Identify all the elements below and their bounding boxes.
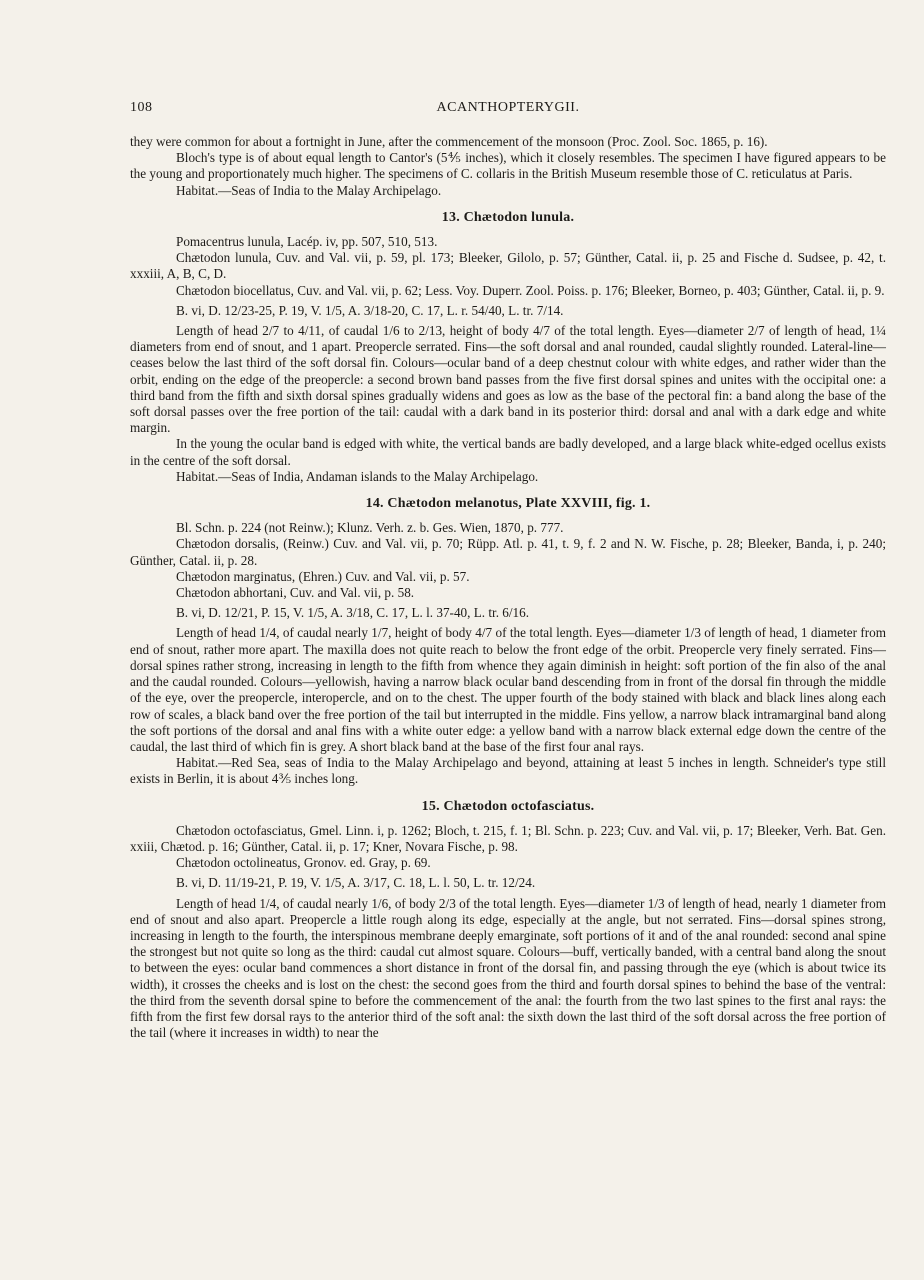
synonym-entry: Chætodon lunula, Cuv. and Val. vii, p. 59, pl. 173; Bleeker, Gilolo, p. 57; Günther, Catal. ii, p. 25 and Fische d. Sudsee, p. 42, t. xxxiii, A, B, C, D.	[130, 250, 886, 282]
fin-formula: B. vi, D. 11/19-21, P. 19, V. 1/5, A. 3/17, C. 18, L. l. 50, L. tr. 12/24.	[176, 875, 536, 891]
page-content	[130, 134, 886, 1041]
continuation-paragraph: Bloch's type is of about equal length to Cantor's (5⅘ inches), which it closely resembles. The specimen I have figured appears to be the young and proportionately much higher. The specimens of C. collaris in the British Museum resemble those of C. reticulatus at Paris.	[130, 150, 886, 182]
running-title: ACANTHOPTERYGII.	[436, 100, 580, 115]
species-heading: 15. Chætodon octofasciatus.	[421, 798, 595, 814]
page-number: 108	[130, 100, 153, 115]
synonym-entry: Chætodon biocellatus, Cuv. and Val. vii, p. 62; Less. Voy. Duperr. Zool. Poiss. p. 176; Bleeker, Borneo, p. 403; Günther, Catal. ii, p. 9.	[176, 282, 885, 298]
synonym-entry: Chætodon abhortani, Cuv. and Val. vii, p. 58.	[176, 585, 415, 601]
description-paragraph: Length of head 2/7 to 4/11, of caudal 1/6 to 2/13, height of body 4/7 of the total length. Eyes—diameter 2/7 of length of head, 1¼ diameters from end of snout, and 1 apart. Preopercle serrated. Fins—the soft dorsal and anal rounded, caudal slightly rounded. Lateral-line—ceases below the last third of the soft dorsal fin. Colours—ocular band of a deep chestnut colour with white edges, and rather wider than the orbit, ending on the edge of the preopercle: a second brown band passes from the five first dorsal spines and unites with the occipital one: a third band from the fifth and sixth dorsal spines gradually widens and goes as low as the base of the pectoral fin: a band along the base of the soft dorsal passes over the free portion of the tail: caudal with a dark band in its posterior third: dorsal and anal with a dark edge and white margin.	[130, 323, 886, 436]
fin-formula: B. vi, D. 12/23-25, P. 19, V. 1/5, A. 3/18-20, C. 17, L. r. 54/40, L. tr. 7/14.	[176, 302, 564, 318]
running-head	[130, 100, 886, 122]
description-paragraph: In the young the ocular band is edged with white, the vertical bands are badly developed, and a large black white-edged ocellus exists in the centre of the soft dorsal.	[130, 436, 886, 468]
synonym-entry: Pomacentrus lunula, Lacép. iv, pp. 507, 510, 513.	[176, 234, 438, 250]
fin-formula: B. vi, D. 12/21, P. 15, V. 1/5, A. 3/18, C. 17, L. l. 37-40, L. tr. 6/16.	[176, 605, 530, 621]
species-heading: 13. Chætodon lunula.	[441, 209, 575, 225]
synonym-entry: Chætodon marginatus, (Ehren.) Cuv. and Val. vii, p. 57.	[176, 568, 470, 584]
description-paragraph: Length of head 1/4, of caudal nearly 1/7, height of body 4/7 of the total length. Eyes—diameter 1/3 of length of head, 1 diameter from end of snout, rather more apart. The maxilla does not quite reach to below the front edge of the orbit. Preopercle very finely serrated. Fins—dorsal spines rather strong, increasing in length to the fifth from whence they again diminish in height: soft portion of the fin also of the anal and the caudal rounded. Colours—yellowish, having a narrow black ocular band descending from in front of the dorsal fin through the middle of the eye, over the preopercle, interopercle, and on to the chest. The upper fourth of the body stained with black and black lines along each row of scales, a black band over the free portion of the tail but interrupted in the middle. Fins yellow, a narrow black intramarginal band along the soft portions of the dorsal and anal fins with a white outer edge: a yellow band with a narrow black external edge down the centre of the caudal, the last third of which fin is grey. A short black band at the base of the first four anal rays.	[130, 625, 886, 754]
habitat-paragraph: Habitat.—Seas of India, Andaman islands to the Malay Archipelago.	[176, 468, 539, 484]
synonym-entry: Chætodon octolineatus, Gronov. ed. Gray, p. 69.	[176, 855, 431, 871]
species-heading: 14. Chætodon melanotus, Plate XXVIII, fig. 1.	[365, 496, 651, 512]
habitat-paragraph: Habitat.—Red Sea, seas of India to the Malay Archipelago and beyond, attaining at least 5 inches in length. Schneider's type still exists in Berlin, it is about 4⅗ inches long.	[130, 755, 886, 787]
synonym-entry: Bl. Schn. p. 224 (not Reinw.); Klunz. Verh. z. b. Ges. Wien, 1870, p. 777.	[176, 520, 564, 536]
continuation-paragraph: they were common for about a fortnight in June, after the commencement of the monsoon (Proc. Zool. Soc. 1865, p. 16).	[130, 134, 768, 149]
synonym-entry: Chætodon dorsalis, (Reinw.) Cuv. and Val. vii, p. 70; Rüpp. Atl. p. 41, t. 9, f. 2 and N. W. Fische, p. 28; Bleeker, Banda, i, p. 240; Günther, Catal. ii, p. 28.	[130, 536, 886, 568]
habitat-paragraph: Habitat.—Seas of India to the Malay Archipelago.	[176, 182, 442, 198]
description-paragraph: Length of head 1/4, of caudal nearly 1/6, of body 2/3 of the total length. Eyes—diameter 1/3 of length of head, nearly 1 diameter from end of snout and also apart. Preopercle a little rough along its edge, especially at the angle, but not serrated. Fins—dorsal spines strong, increasing in length to the fourth, the interspinous membrane deeply emarginate, soft portions of it and of the anal rounded: second anal spine the strongest but not quite so long as the third: caudal cut almost square. Colours—buff, vertically banded, with a central band along the snout to between the eyes: ocular band commences a short distance in front of the dorsal fin, and passing through the eye (which is about twice its width), it crosses the cheeks and is lost on the chest: the second goes from the third and fourth dorsal spines to behind the base of the ventral: the third from the seventh dorsal spine to before the commencement of the anal: the fourth from the two last spines to the first anal rays: the fifth from the first few dorsal rays to the anterior third of the soft anal: the sixth down the last third of the soft dorsal across the free portion of the tail (where it increases in width) to near the	[130, 895, 886, 1041]
synonym-entry: Chætodon octofasciatus, Gmel. Linn. i, p. 1262; Bloch, t. 215, f. 1; Bl. Schn. p. 223; Cuv. and Val. vii, p. 17; Bleeker, Verh. Bat. Gen. xxiii, Chætod. p. 16; Günther, Catal. ii, p. 17; Kner, Novara Fische, p. 98.	[130, 822, 886, 854]
